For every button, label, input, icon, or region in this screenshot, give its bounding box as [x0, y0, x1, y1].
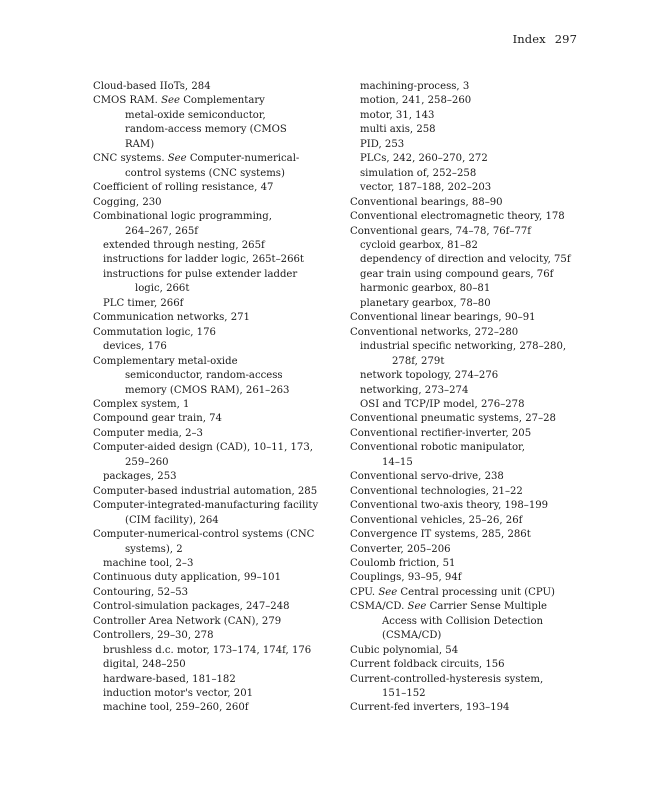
- entry-text: Current-controlled-hysteresis system,: [350, 673, 544, 685]
- index-subentry: [350, 138, 594, 152]
- entry-text: Access with Collision Detection: [382, 615, 544, 627]
- entry-text: vector, 187–188, 202–203: [360, 182, 492, 194]
- entry-text: extended through nesting, 265f: [103, 239, 265, 251]
- entry-text: machine tool, 259–260, 260f: [103, 702, 249, 714]
- entry-text: instructions for pulse extender ladder: [103, 268, 298, 280]
- index-entry: [350, 543, 594, 557]
- index-entry: [350, 701, 594, 715]
- entry-text: Complementary metal-oxide: [93, 355, 238, 367]
- index-entry: [93, 427, 337, 441]
- entry-text: harmonic gearbox, 80–81: [360, 283, 491, 295]
- entry-text: metal-oxide semiconductor,: [125, 109, 266, 121]
- entry-text: 151–152: [382, 688, 426, 700]
- header-title: Index: [512, 32, 546, 46]
- index-subentry: [350, 340, 594, 369]
- entry-text: Compound gear train, 74: [93, 413, 222, 425]
- index-subentry: [93, 701, 337, 715]
- entry-text: semiconductor, random-access: [125, 370, 283, 382]
- entry-text: systems), 2: [125, 543, 183, 555]
- entry-text: simulation of, 252–258: [360, 167, 477, 179]
- entry-text: Controller Area Network (CAN), 279: [93, 615, 282, 627]
- index-subentry: [350, 253, 594, 267]
- index-entry: [93, 311, 337, 325]
- entry-text: packages, 253: [103, 471, 177, 483]
- index-entry: [93, 485, 337, 499]
- running-header: [513, 32, 577, 46]
- see-reference: See: [167, 153, 187, 165]
- index-entry: [93, 326, 337, 340]
- index-subentry: [93, 557, 337, 571]
- index-subentry: [350, 398, 594, 412]
- entry-text: networking, 273–274: [360, 384, 469, 396]
- index-subentry: [350, 123, 594, 137]
- index-entry: [350, 210, 594, 224]
- index-entry: [93, 571, 337, 585]
- index-subentry: [93, 658, 337, 672]
- entry-text: motion, 241, 258–260: [360, 95, 472, 107]
- entry-text: 278f, 279t: [392, 355, 445, 367]
- entry-text: 14–15: [382, 456, 413, 468]
- index-entry: [350, 658, 594, 672]
- entry-text: machining-process, 3: [360, 81, 470, 92]
- index-entry: [93, 355, 337, 398]
- index-entry: [350, 311, 594, 325]
- entry-text: Cubic polynomial, 54: [350, 644, 459, 656]
- entry-text: Cloud-based IIoTs, 284: [93, 81, 211, 92]
- see-reference: See: [407, 601, 427, 613]
- index-entry: [93, 152, 337, 181]
- entry-text: Conventional pneumatic systems, 27–28: [350, 413, 556, 425]
- index-subentry: [93, 470, 337, 484]
- entry-text: memory (CMOS RAM), 261–263: [125, 384, 290, 396]
- index-subentry: [93, 297, 337, 311]
- index-entry: [93, 600, 337, 614]
- entry-text: Controllers, 29–30, 278: [93, 630, 214, 642]
- entry-text: Contouring, 52–53: [93, 586, 189, 598]
- entry-text: instructions for ladder logic, 265t–266t: [103, 254, 304, 266]
- entry-text: PID, 253: [360, 138, 405, 150]
- index-entry: [350, 225, 594, 239]
- entry-text: Continuous duty application, 99–101: [93, 572, 281, 584]
- index-entry: [350, 571, 594, 585]
- entry-text: Computer-integrated-manufacturing facility: [93, 500, 319, 512]
- entry-text: (CSMA/CD): [382, 630, 442, 642]
- index-entry: [93, 629, 337, 643]
- index-entry: [93, 528, 337, 557]
- index-entry: [93, 615, 337, 629]
- index-subentry: [350, 109, 594, 123]
- see-reference: See: [378, 586, 398, 598]
- index-entry: [93, 80, 337, 94]
- entry-text: multi axis, 258: [360, 124, 436, 136]
- index-subentry: [93, 268, 337, 297]
- index-subentry: [350, 268, 594, 282]
- entry-text: PLC timer, 266f: [103, 297, 184, 309]
- index-entry: [350, 441, 594, 470]
- index-entry: [350, 600, 594, 643]
- entry-text: Conventional networks, 272–280: [350, 326, 519, 338]
- entry-text: random-access memory (CMOS: [125, 124, 287, 136]
- index-subentry: [350, 181, 594, 195]
- entry-text: Computer-numerical-: [186, 153, 300, 165]
- index-subentry: [93, 253, 337, 267]
- entry-text: Central processing unit (CPU): [397, 586, 555, 598]
- index-entry: [93, 94, 337, 152]
- index-subentry: [350, 282, 594, 296]
- entry-text: Conventional two-axis theory, 198–199: [350, 500, 549, 512]
- entry-text: Carrier Sense Multiple: [426, 601, 548, 613]
- index-subentry: [93, 673, 337, 687]
- index-column-right: [350, 80, 594, 716]
- entry-text: Computer-aided design (CAD), 10–11, 173,: [93, 442, 313, 454]
- entry-text: gear train using compound gears, 76f: [360, 268, 554, 280]
- index-column-left: [93, 80, 337, 716]
- entry-text: Conventional electromagnetic theory, 178: [350, 211, 565, 223]
- index-entry: [350, 499, 594, 513]
- index-entry: [93, 196, 337, 210]
- index-entry: [350, 644, 594, 658]
- index-entry: [350, 586, 594, 600]
- entry-text: Computer-based industrial automation, 285: [93, 485, 318, 497]
- page-number: 297: [554, 32, 577, 46]
- entry-text: motor, 31, 143: [360, 109, 435, 121]
- index-subentry: [350, 80, 594, 94]
- entry-text: Conventional servo-drive, 238: [350, 471, 504, 483]
- entry-text: 259–260: [125, 456, 169, 468]
- entry-text: 264–267, 265f: [125, 225, 198, 237]
- index-entry: [350, 470, 594, 484]
- entry-text: Control-simulation packages, 247–248: [93, 601, 290, 613]
- index-entry: [350, 412, 594, 426]
- index-entry: [350, 427, 594, 441]
- index-entry: [350, 557, 594, 571]
- entry-text: Converter, 205–206: [350, 543, 451, 555]
- entry-text: logic, 266t: [135, 283, 190, 295]
- entry-text: Current foldback circuits, 156: [350, 659, 505, 671]
- entry-text: devices, 176: [103, 341, 167, 353]
- index-subentry: [350, 384, 594, 398]
- index-subentry: [350, 297, 594, 311]
- index-entry: [93, 210, 337, 239]
- entry-text: Computer-numerical-control systems (CNC: [93, 529, 315, 541]
- entry-text: CPU.: [350, 586, 379, 598]
- index-subentry: [93, 239, 337, 253]
- entry-text: CSMA/CD.: [350, 601, 408, 613]
- index-entry: [93, 181, 337, 195]
- entry-text: OSI and TCP/IP model, 276–278: [360, 398, 525, 410]
- entry-text: Commutation logic, 176: [93, 326, 216, 338]
- entry-text: Conventional rectifier-inverter, 205: [350, 427, 532, 439]
- entry-text: Convergence IT systems, 285, 286t: [350, 529, 531, 541]
- entry-text: cycloid gearbox, 81–82: [360, 239, 478, 251]
- index-entry: [93, 441, 337, 470]
- entry-text: Coefficient of rolling resistance, 47: [93, 182, 274, 194]
- entry-text: Conventional gears, 74–78, 76f–77f: [350, 225, 532, 237]
- entry-text: CMOS RAM.: [93, 95, 162, 107]
- entry-text: Couplings, 93–95, 94f: [350, 572, 462, 584]
- index-subentry: [350, 239, 594, 253]
- entry-text: RAM): [125, 138, 155, 150]
- entry-text: induction motor's vector, 201: [103, 688, 254, 700]
- entry-text: Conventional linear bearings, 90–91: [350, 312, 536, 324]
- see-reference: See: [161, 95, 180, 107]
- entry-text: brushless d.c. motor, 173–174, 174f, 176: [103, 644, 312, 656]
- index-entry: [350, 196, 594, 210]
- index-subentry: [93, 687, 337, 701]
- entry-text: Complex system, 1: [93, 398, 190, 410]
- index-subentry: [350, 94, 594, 108]
- entry-text: Computer media, 2–3: [93, 427, 203, 439]
- index-subentry: [93, 644, 337, 658]
- index-entry: [93, 586, 337, 600]
- entry-text: control systems (CNC systems): [125, 167, 285, 179]
- entry-text: PLCs, 242, 260–270, 272: [360, 153, 488, 165]
- entry-text: digital, 248–250: [103, 659, 186, 671]
- index-subentry: [350, 152, 594, 166]
- entry-text: industrial specific networking, 278–280,: [360, 341, 567, 353]
- index-entry: [93, 398, 337, 412]
- index-entry: [350, 528, 594, 542]
- entry-text: Complementary: [179, 95, 265, 107]
- entry-text: Conventional technologies, 21–22: [350, 485, 523, 497]
- index-entry: [350, 514, 594, 528]
- entry-text: Current-fed inverters, 193–194: [350, 702, 510, 714]
- index-entry: [350, 326, 594, 340]
- index-subentry: [350, 167, 594, 181]
- entry-text: dependency of direction and velocity, 75f: [360, 254, 571, 266]
- index-entry: [350, 485, 594, 499]
- entry-text: Conventional bearings, 88–90: [350, 196, 503, 208]
- index-subentry: [93, 340, 337, 354]
- index-entry: [350, 673, 594, 702]
- entry-text: Combinational logic programming,: [93, 211, 272, 223]
- index-entry: [93, 499, 337, 528]
- entry-text: CNC systems.: [93, 153, 168, 165]
- entry-text: planetary gearbox, 78–80: [360, 297, 491, 309]
- index-entry: [93, 412, 337, 426]
- entry-text: Coulomb friction, 51: [350, 557, 456, 569]
- entry-text: Cogging, 230: [93, 196, 162, 208]
- entry-text: Conventional vehicles, 25–26, 26f: [350, 514, 523, 526]
- entry-text: Conventional robotic manipulator,: [350, 442, 525, 454]
- index-subentry: [350, 369, 594, 383]
- entry-text: (CIM facility), 264: [125, 514, 219, 526]
- entry-text: Communication networks, 271: [93, 312, 250, 324]
- entry-text: network topology, 274–276: [360, 370, 499, 382]
- entry-text: machine tool, 2–3: [103, 557, 194, 569]
- entry-text: hardware-based, 181–182: [103, 673, 236, 685]
